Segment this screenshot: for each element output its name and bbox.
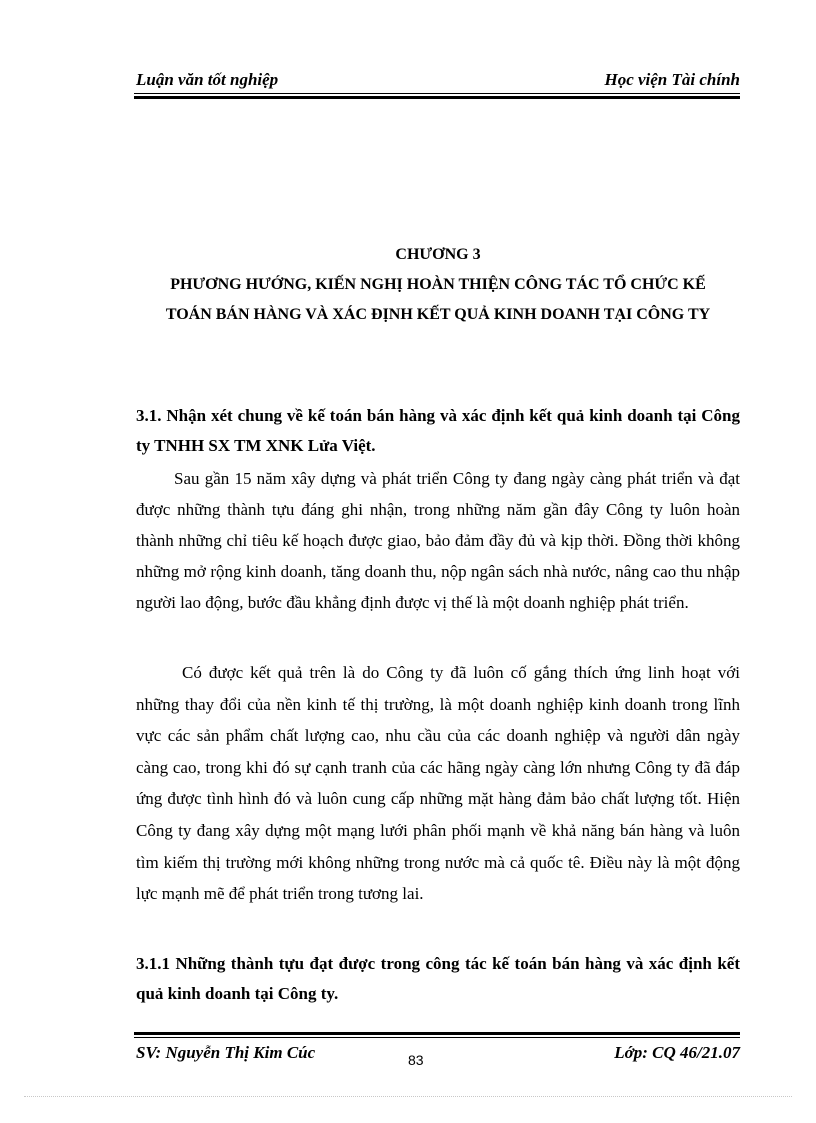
header-rule-thin	[134, 93, 740, 94]
page-number: 83	[408, 1052, 424, 1068]
header-institution: Học viện Tài chính	[604, 70, 740, 89]
page-bottom-divider	[24, 1096, 792, 1097]
chapter-number: CHƯƠNG 3	[395, 246, 481, 263]
footer-class: Lớp: CQ 46/21.07	[614, 1043, 740, 1062]
chapter-title: PHƯƠNG HƯỚNG, KIẾN NGHỊ HOÀN THIỆN CÔNG TÁC TỔ CHỨC KẾ TOÁN BÁN HÀNG VÀ XÁC ĐỊNH KẾT QUẢ KINH DOANH TẠI CÔNG TY	[165, 276, 711, 323]
footer-student-name: SV: Nguyễn Thị Kim Cúc	[136, 1043, 316, 1062]
header-rule-thick	[134, 96, 740, 99]
section-3-1-1-heading: 3.1.1 Những thành tựu đạt được trong công tác kế toán bán hàng và xác định kết quả kinh doanh tại Công ty.	[136, 954, 740, 1003]
page-header	[136, 70, 740, 92]
chapter-heading	[136, 240, 740, 330]
footer-rule-thick	[134, 1032, 740, 1035]
footer-rule-thin	[134, 1037, 740, 1038]
paragraph-2: Có được kết quả trên là do Công ty đã luôn cố gắng thích ứng linh hoạt với những thay đổi của nền kinh tế thị trường, là một doanh nghiệp kinh doanh trong lĩnh vực các sản phẩm chất lượng cao, nhu cầu của các doanh nghiệp và người dân ngày càng cao, trong khi đó sự cạnh tranh của các hãng ngày càng lớn nhưng Công ty đã đáp ứng được tình hình đó và luôn cung cấp những mặt hàng đảm bảo chất lượng tốt. Hiện Công ty đang xây dựng một mạng lưới phân phối mạnh về khả năng bán hàng và luôn tìm kiếm thị trường mới không những trong nước mà cả quốc tê. Điều này là một động lực mạnh mẽ để phát triển trong tương lai.	[136, 663, 740, 904]
header-thesis-label: Luận văn tốt nghiệp	[136, 70, 279, 89]
paragraph-1: Sau gần 15 năm xây dựng và phát triển Công ty đang ngày càng phát triển và đạt được những thành tựu đáng ghi nhận, trong những năm gần đây Công ty luôn hoàn thành những chỉ tiêu kế hoạch được giao, bảo đảm đầy đủ và kịp thời. Đồng thời không những mở rộng kinh doanh, tăng doanh thu, nộp ngân sách nhà nước, nâng cao thu nhập người lao động, bước đầu khẳng định được vị thế là một doanh nghiệp phát triển.	[136, 469, 740, 612]
section-3-1-heading: 3.1. Nhận xét chung về kế toán bán hàng và xác định kết quả kinh doanh tại Công ty TNHH SX TM XNK Lửa Việt.	[136, 406, 740, 455]
